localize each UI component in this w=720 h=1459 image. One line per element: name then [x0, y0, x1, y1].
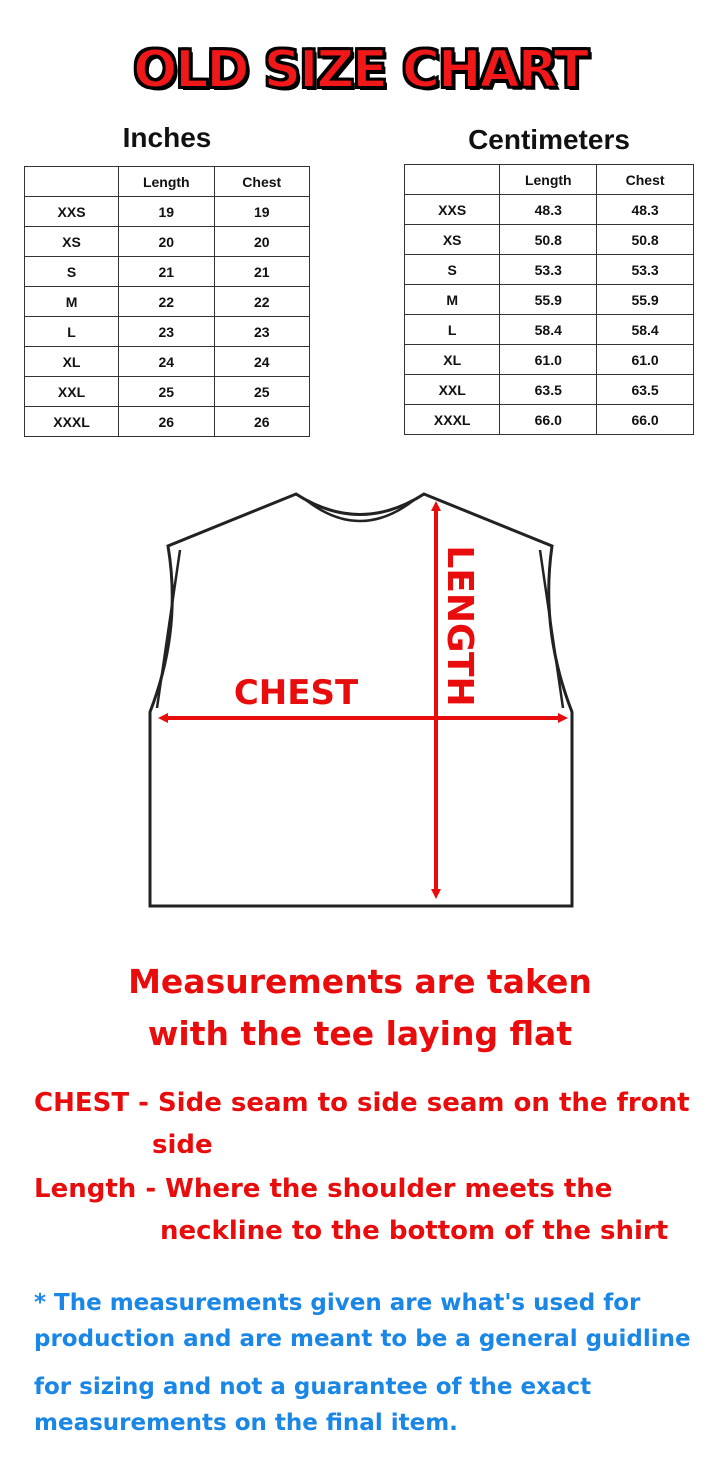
inches-heading: Inches: [122, 122, 212, 153]
value-cell: 66.0: [500, 405, 597, 435]
shirt-outline: [150, 494, 572, 906]
value-cell: 61.0: [597, 345, 694, 375]
inches-size-table: [24, 166, 310, 437]
size-cell: XXS: [25, 197, 119, 227]
value-cell: 50.8: [500, 225, 597, 255]
value-cell: 63.5: [597, 375, 694, 405]
value-cell: 55.9: [597, 285, 694, 315]
table-row: [405, 195, 694, 225]
table-row: [405, 225, 694, 255]
value-cell: 22: [214, 287, 309, 317]
table-row: [25, 197, 310, 227]
value-cell: 23: [119, 317, 214, 347]
length-definition-line2: neckline to the bottom of the shirt: [160, 1216, 669, 1246]
table-header-row: [25, 167, 310, 197]
table-header-row: [405, 165, 694, 195]
chest-definition-line1: CHEST - Side seam to side seam on the front: [34, 1088, 690, 1118]
value-cell: 50.8: [597, 225, 694, 255]
value-cell: 53.3: [500, 255, 597, 285]
value-cell: 48.3: [597, 195, 694, 225]
table-row: [25, 287, 310, 317]
centimeters-heading: Centimeters: [468, 124, 630, 155]
value-cell: 53.3: [597, 255, 694, 285]
disclaimer-line1: * The measurements given are what's used for: [34, 1290, 641, 1316]
size-cell: XL: [405, 345, 500, 375]
size-cell: XXL: [25, 377, 119, 407]
value-cell: 58.4: [597, 315, 694, 345]
table-row: [405, 255, 694, 285]
value-cell: 66.0: [597, 405, 694, 435]
value-cell: 23: [214, 317, 309, 347]
value-cell: 26: [119, 407, 214, 437]
disclaimer-line2: production and are meant to be a general guidline: [34, 1326, 691, 1352]
size-cell: S: [405, 255, 500, 285]
table-row: [25, 227, 310, 257]
measure-note-line1: Measurements are taken: [128, 962, 592, 1001]
table-row: [25, 317, 310, 347]
size-cell: XS: [25, 227, 119, 257]
value-cell: 55.9: [500, 285, 597, 315]
value-cell: 19: [119, 197, 214, 227]
table-row: [405, 405, 694, 435]
size-cell: XXL: [405, 375, 500, 405]
value-cell: 19: [214, 197, 309, 227]
length-definition-line1: Length - Where the shoulder meets the: [34, 1174, 613, 1204]
chest-label: CHEST: [233, 673, 359, 713]
value-cell: 48.3: [500, 195, 597, 225]
column-header: Length: [119, 167, 214, 197]
size-cell: XL: [25, 347, 119, 377]
value-cell: 25: [214, 377, 309, 407]
value-cell: 24: [214, 347, 309, 377]
value-cell: 21: [119, 257, 214, 287]
value-cell: 24: [119, 347, 214, 377]
size-cell: XXXL: [25, 407, 119, 437]
value-cell: 20: [214, 227, 309, 257]
disclaimer-line3: for sizing and not a guarantee of the exact: [34, 1374, 592, 1400]
table-row: [25, 257, 310, 287]
size-cell: M: [25, 287, 119, 317]
value-cell: 58.4: [500, 315, 597, 345]
table-row: [405, 345, 694, 375]
size-cell: XS: [405, 225, 500, 255]
page-title: OLD SIZE CHART: [133, 40, 587, 100]
column-header: Length: [500, 165, 597, 195]
value-cell: 63.5: [500, 375, 597, 405]
value-cell: 20: [119, 227, 214, 257]
size-cell: L: [25, 317, 119, 347]
value-cell: 22: [119, 287, 214, 317]
shirt-diagram: [0, 480, 720, 920]
table-row: [405, 315, 694, 345]
size-cell: S: [25, 257, 119, 287]
size-cell: XXS: [405, 195, 500, 225]
value-cell: 26: [214, 407, 309, 437]
value-cell: 25: [119, 377, 214, 407]
chest-definition-line2: side: [152, 1130, 213, 1160]
size-cell: L: [405, 315, 500, 345]
disclaimer-line4: measurements on the final item.: [34, 1410, 458, 1436]
value-cell: 21: [214, 257, 309, 287]
centimeters-size-table: [404, 164, 694, 435]
column-header: Chest: [597, 165, 694, 195]
size-cell: XXXL: [405, 405, 500, 435]
value-cell: 61.0: [500, 345, 597, 375]
table-row: [405, 285, 694, 315]
column-header: [25, 167, 119, 197]
column-header: [405, 165, 500, 195]
size-cell: M: [405, 285, 500, 315]
table-row: [25, 377, 310, 407]
column-header: Chest: [214, 167, 309, 197]
measure-note-line2: with the tee laying flat: [147, 1014, 573, 1053]
table-row: [25, 407, 310, 437]
length-label: LENGTH: [439, 545, 480, 707]
table-row: [25, 347, 310, 377]
table-row: [405, 375, 694, 405]
